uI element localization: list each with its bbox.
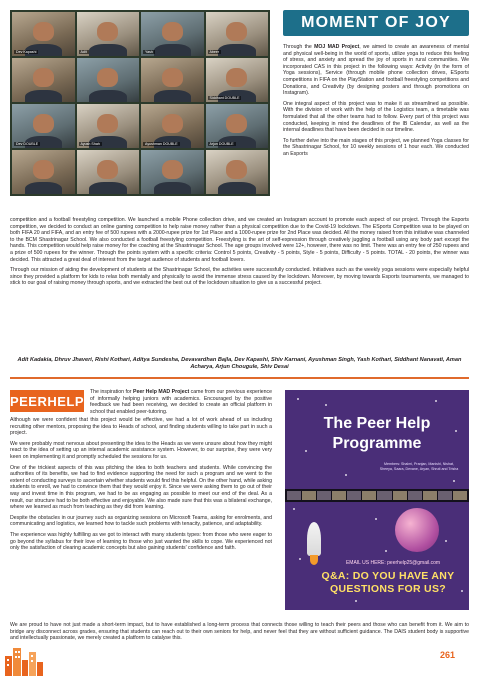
moj-para-1: Through the MOJ MAD Project, we aimed to create an awareness of mental and physical well-being in the world of sports, utilize yoga to reduce this feeling of stress, and anxiety and spread the joy of sports in rural communities. We incorporated CAS in this project in the following ways: Activity (in the form of Yoga sessions), Service (through mobile phone collection drives, ESports competitions in FIFA on the PlayStation and football freestyling competitions and Donations, and Creativity (by designing posters and through promotions on Instagram). <box>283 44 470 97</box>
poster-email: EMAIL US HERE: peerhelp25@gmail.com <box>345 560 441 566</box>
planet-icon <box>395 508 439 552</box>
star-icon <box>385 550 387 552</box>
peerhelp-para-6: We are proud to have not just made a short-term impact, but to have established a long-term process that connects those willing to teach their peers and those who can benefit from it. We aim to bridge any disconnect across grades, ensuring that students can reach out to their own seniors for help, and never feel that they are without sufficient guidance. The DAIS student body is supportive and intellectually passionate, we merely created a platform to catalyse this. <box>10 622 469 642</box>
poster-qa: Q&A: DO YOU HAVE ANY QUESTIONS FOR US? <box>321 570 455 595</box>
person-face <box>226 114 247 133</box>
star-icon <box>453 480 455 482</box>
person-face <box>162 68 183 87</box>
person-body <box>154 90 192 102</box>
person-face <box>162 160 183 179</box>
person-face <box>97 114 118 133</box>
peerhelp-intro: The inspiration for Peer Help MAD Project came from our previous experience of informally helping juniors with academics. Encouraged by the positive feedback we had been receiving, we decided to create an official platform in school that enabled peer-tutoring. <box>90 389 272 415</box>
star-icon <box>435 400 437 402</box>
section-divider <box>10 377 469 379</box>
rocket-icon <box>307 522 321 556</box>
participant-video-tile <box>12 58 75 102</box>
star-icon <box>325 404 327 406</box>
participant-name-tag: Adit <box>80 50 87 54</box>
person-body <box>154 44 192 56</box>
participant-video-tile <box>206 150 269 194</box>
person-face <box>226 160 247 179</box>
moj-authors: Adit Kadakia, Dhruv Jhaveri, Rishi Kothari, Aditya Sundesha, Devavardhan Bajla, Dev Kapashi, Shiv Karnani, Ayushman Singh, Yash Kothari, Siddhant Nanavati, Aman Acharya, Arjun Chougule, Shiv Desai <box>17 357 462 371</box>
person-body <box>154 182 192 194</box>
person-body <box>218 44 256 56</box>
moj-full-width-text <box>10 217 469 291</box>
star-icon <box>375 518 377 520</box>
participant-video-tile <box>141 150 204 194</box>
peerhelp-title: PEERHELP <box>10 390 84 412</box>
moj-title: MOMENT OF JOY <box>283 10 469 36</box>
participant-video-tile <box>206 104 269 148</box>
person-body <box>89 90 127 102</box>
participant-video-tile <box>141 104 204 148</box>
star-icon <box>293 508 295 510</box>
person-face <box>33 160 54 179</box>
participant-video-tile <box>77 150 140 194</box>
person-body <box>25 182 63 194</box>
person-face <box>226 68 247 87</box>
participant-name-tag: Yash <box>145 50 153 54</box>
participant-name-tag: Siddhant DOUBLE <box>209 96 240 100</box>
participant-name-tag: Ayushman DOUBLE <box>145 142 178 146</box>
participant-video-tile <box>12 12 75 56</box>
participant-video-tile <box>77 104 140 148</box>
peerhelp-para-4: Despite the obstacles in our journey such as organizing sessions on Microsoft Teams, asking for enrolments, and communicating and logistics, we learned how to tackle such problems with tenacity, patience, and adaptability. <box>10 514 272 528</box>
person-face <box>162 114 183 133</box>
page-number: 261 <box>440 650 456 660</box>
participant-name-tag: Ayush Shah <box>80 142 100 146</box>
star-icon <box>345 474 347 476</box>
peerhelp-para-2: We were probably most nervous about presenting the idea to the Heads as we were unsure about how they might react to the idea of setting up an internal academic assistance system. However, to our surprise, they were very keen on implementing it and promptly scheduled the sessions for us. <box>10 440 272 460</box>
peerhelp-para-3: One of the trickiest aspects of this was pitching the idea to both teachers and students. While convincing the authorities of its benefits, we had to find evidence supporting the need for such a program and we went to the extent of conducting surveys to ascertain whether students would find this helpful. On the other hand, while asking students to enroll, we had to convince them that they would enjoy it. Since we were asking them to go out of their way and invest time in this program, we had to be as engaging as possible to meet our end of the deal. As a result, our structure had to be both effective and enjoyable. We also made sure that this was a bilateral exchange, where we learned as much from teaching as they did from learning. <box>10 464 272 511</box>
poster-members: Members: Shalmi, Pranjan, Manishi, Nishat, Sheeya, Saara, Devane, Aryan, Shruti and Trisha <box>379 462 459 471</box>
person-body <box>25 90 63 102</box>
person-body <box>218 182 256 194</box>
peerhelp-column <box>10 417 272 556</box>
participant-video-tile <box>12 104 75 148</box>
star-icon <box>297 398 299 400</box>
participant-name-tag: Dev Kapashi <box>16 50 37 54</box>
person-face <box>33 22 54 41</box>
moj-para-4: Through our mission of aiding the development of students at the Shastrinagar School, the activities were successfully conducted. Initiatives such as the weekly yoga sessions were especially helpful since they provided a platform for kids to relax both mentally and physically to avoid the immense stress caused by the lockdown. Moreover, by moving towards Esports tournaments, we managed to stick to our goal of raising money through sports, and we extracted the best out of the lockdown situation to give us a successful project. <box>10 267 469 287</box>
participant-video-tile <box>141 58 204 102</box>
star-icon <box>445 540 447 542</box>
person-body <box>89 182 127 194</box>
poster-photo-strip <box>285 489 469 502</box>
participant-video-tile <box>77 58 140 102</box>
participant-name-tag: Dev DOUBLE <box>16 142 39 146</box>
moj-side-column <box>283 44 469 162</box>
city-skyline-icon <box>4 642 44 676</box>
person-body <box>89 44 127 56</box>
moj-para-2: One integral aspect of this project was to make it as streamlined as possible. With the division of work with the help of the Logistics team, a timetable was formulated that all the other teams had to follow. Every part of this project was conducted, keeping in mind the deadlines of the IB Calendar, as well as the internal deadlines that have been decided in our timeline. <box>283 100 469 134</box>
participant-name-tag: Arjun DOUBLE <box>209 142 234 146</box>
moj-para-3-rest: competition and a football freestyling competition. We launched a mobile Phone collection drive, and we created an Instagram account to promote each aspect of our project. Through the Esports competition, we decided to conduct an online gaming competition to help raise money rather than a physical competition due to the Covid-19 lockdown. The ESports Competition was to be played on both FIFA 20 and FIFA, and an entry fee of 500 rupees with a 2000-rupee prize for 1st Place and a 1000-rupee prize for 2nd Place was decided. All the money raised from this initiative was channeled to the BCM Shastrinagar School. We also conducted a football freestyling competition. Freestyling is the art of self-expression through creatively juggling a football using any body part except the hands. This competition would help raise money for the coaching at the Shastrinagar School. The age groups involved were 12+, however, there was no limit. There was an entry fee of 250 rupees and a prize of 500 rupees for the winner. Through the points system with a specific criteria: Control 5 points, Creativity - 5 points, Style - 5 points, Difficulty - 5 points. TOTAL - 20 points, the winner was decided. This attracted a great deal of interest from the target audience of students and football lovers. <box>10 217 469 263</box>
peerhelp-para-5: The experience was highly fulfilling as we got to interact with many students types: from those who were eager to go beyond the syllabus for their love of learning to those who just wanted the skills to cope. We experienced not only the satisfaction of clearing academic concepts but also gaining students' confidence and faith. <box>10 531 272 552</box>
peerhelp-para-1: Although we were confident that this project would be effective, we had a lot of work ahead of us including recruiting other mentors, proposing the idea to Heads of school, and finding students willing to take part in such a project. <box>10 417 272 437</box>
person-face <box>97 68 118 87</box>
peerhelp-poster <box>285 390 469 610</box>
star-icon <box>355 600 357 602</box>
participant-video-tile <box>77 12 140 56</box>
person-face <box>97 160 118 179</box>
participant-video-tile <box>206 58 269 102</box>
person-face <box>33 114 54 133</box>
participant-name-tag: Abeer <box>209 50 220 54</box>
zoom-collage-photo <box>10 10 270 196</box>
participant-video-tile <box>206 12 269 56</box>
person-face <box>33 68 54 87</box>
star-icon <box>299 558 301 560</box>
person-face <box>97 22 118 41</box>
poster-title: The Peer Help Programme <box>323 415 431 452</box>
participant-video-tile <box>141 12 204 56</box>
moj-para-3-start: To further delve into the main stages of this project, we planned Yoga classes for the Shastrinagar School, for 10 weekly sessions of 1 hour each. We conducted an Esports <box>283 137 469 157</box>
person-face <box>226 22 247 41</box>
participant-video-tile <box>12 150 75 194</box>
person-face <box>162 22 183 41</box>
